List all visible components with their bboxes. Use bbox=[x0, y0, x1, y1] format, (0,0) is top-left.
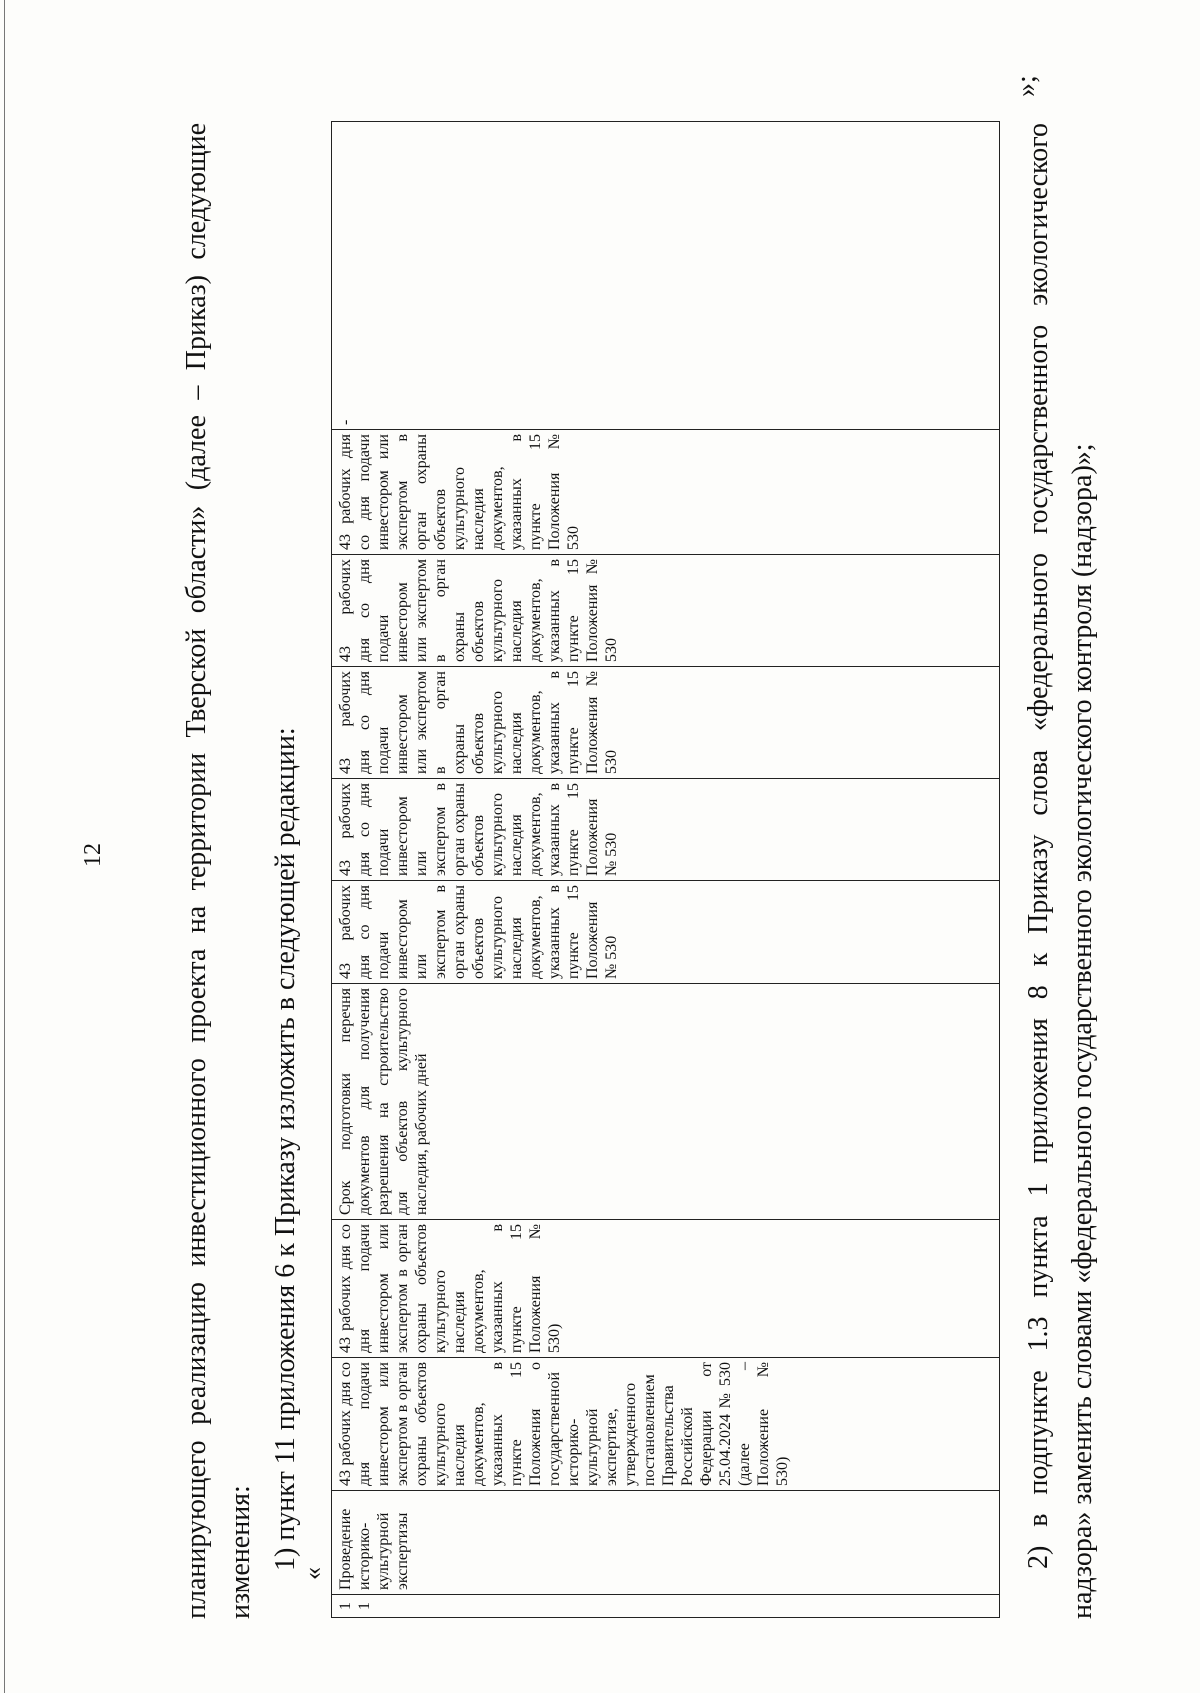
row-name-cell: Проведение историко-культурной экспертизы bbox=[332, 1491, 1000, 1595]
closing-quote: »; bbox=[1011, 75, 1042, 97]
table-cell: - bbox=[332, 122, 1000, 430]
table-cell: 43 рабочих дня со дня подачи инвестором или экспертом в орган охраны объектов культурного наследия документов, указанных в пункте 15 Положения № 530 bbox=[332, 779, 1000, 881]
table-cell: Срок подготовки перечня документов для получения разрешения на строительство для объектов культурного наследия, рабочих дней bbox=[332, 984, 1000, 1220]
opening-quote: « bbox=[298, 1567, 327, 1580]
amendment-table bbox=[331, 121, 1000, 1618]
table-cell: 43 рабочих дня со дня подачи инвестором или экспертом в орган охраны объектов культурного наследия документов, указанных в пункте 15 Положения № 530 bbox=[332, 555, 1000, 667]
item-2-paragraph-line1: 2) в подпункте 1.3 пункта 1 приложения 8 к Приказу слова «федерального государственного экологического bbox=[1023, 123, 1054, 1569]
table-cell: 43 рабочих дня со дня подачи инвестором или экспертом в орган охраны объектов культурного наследия документов, указанных в пункте 15 Положения о государственной историко-культурной экспертизе, утвержденного постановлением Правительства Российской Федерации от 25.04.2024 № 530 (далее – Положение № 530) bbox=[332, 1358, 1000, 1491]
page-number: 12 bbox=[80, 843, 106, 867]
table-cell: 43 рабочих дня со дня подачи инвестором или экспертом в орган охраны объектов культурного наследия документов, указанных в пункте 15 Положения № 530 bbox=[332, 881, 1000, 984]
table-row bbox=[332, 122, 1000, 1618]
row-number-cell: 11 bbox=[332, 1595, 1000, 1618]
table-cell: 43 рабочих дня со дня подачи инвестором или экспертом в орган охраны объектов культурного наследия документов, указанных в пункте 15 Положения № 530) bbox=[332, 1220, 1000, 1358]
item-2-paragraph-line2: надзора» заменить словами «федерального государственного экологического контроля (надзора)»; bbox=[1067, 443, 1098, 1619]
table-cell: 43 рабочих дня со дня подачи инвестором или экспертом в орган охраны объектов культурного наследия документов, указанных в пункте 15 Положения № 530 bbox=[332, 667, 1000, 779]
table-cell: 43 рабочих дня со дня подачи инвестором или экспертом в орган охраны объектов культурного наследия документов, указанных в пункте 15 Положения № 530 bbox=[332, 430, 1000, 555]
item-1-paragraph: 1) пункт 11 приложения 6 к Приказу изложить в следующей редакции: bbox=[270, 727, 301, 1571]
intro-paragraph-line2: изменения: bbox=[225, 1485, 256, 1619]
intro-paragraph-line1: планирующего реализацию инвестиционного проекта на территории Тверской области» (далее – Приказ) следующие bbox=[181, 123, 212, 1619]
